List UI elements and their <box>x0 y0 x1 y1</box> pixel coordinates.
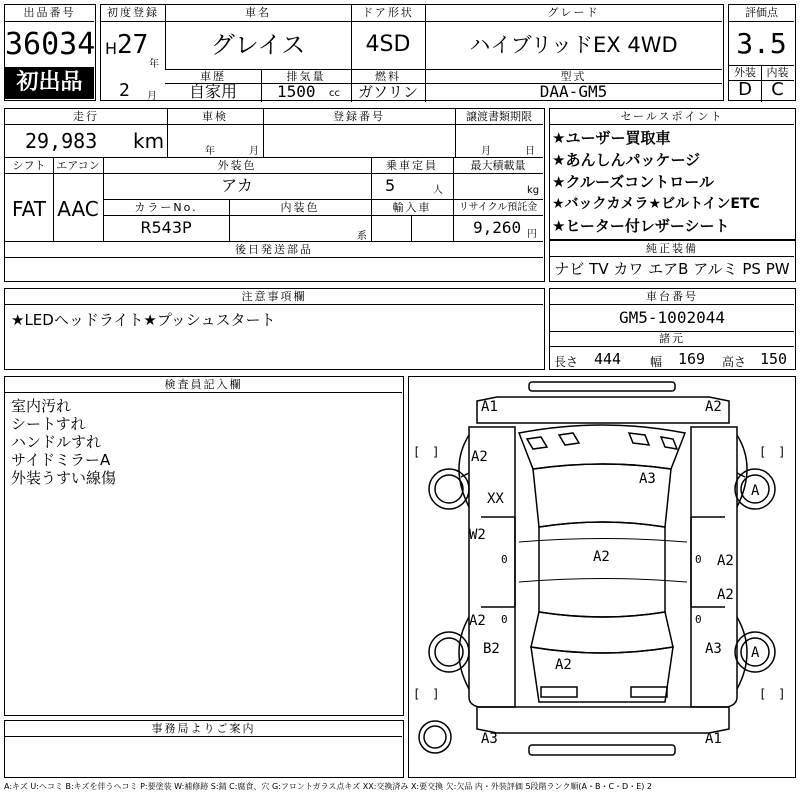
score-label: 評価点 <box>745 6 778 19</box>
bracket-right-top: [ ] <box>759 445 786 459</box>
lot-number-label: 出品番号 <box>23 6 76 19</box>
grade: ハイブリッドEX 4WD <box>469 33 678 57</box>
door-type: 4SD <box>365 32 411 57</box>
recycle-label: リサイクル預託金 <box>458 202 538 213</box>
chassis-number: GM5-1002044 <box>619 308 725 327</box>
registration-month: 2 <box>119 80 130 101</box>
mark-left-front-fender: A2 <box>471 449 488 465</box>
recycle-unit: 円 <box>527 229 537 240</box>
mark-left-front-door-sub: 0 <box>501 553 508 566</box>
mark-hood: A3 <box>639 471 656 487</box>
width-value: 169 <box>678 350 706 368</box>
history-label: 車歴 <box>200 70 226 83</box>
mark-rear-left: A3 <box>481 731 498 747</box>
vehicle-info-box <box>100 4 724 101</box>
sales-point-item: ★ユーザー買取車 <box>552 129 671 147</box>
mileage-unit: km <box>133 129 165 153</box>
recycle-value: 9,260 <box>473 218 522 237</box>
inspection-year-unit: 年 <box>205 146 215 157</box>
interior-label: 内装 <box>766 66 789 79</box>
vehicle-name: グレイス <box>210 31 306 59</box>
shift-value: FAT <box>11 197 46 221</box>
capacity-label: 乗車定員 <box>386 159 438 172</box>
registration-number-label: 登録番号 <box>333 110 385 123</box>
mark-right-front-door-sub: 0 <box>695 553 702 566</box>
inspector-line: 室内汚れ <box>11 397 72 415</box>
mark-front-right: A2 <box>705 399 722 415</box>
displacement-label: 排気量 <box>286 70 326 83</box>
exterior-color-label: 外装色 <box>217 159 257 172</box>
aircon-value: AAC <box>57 197 99 221</box>
car-outline <box>409 377 794 776</box>
mark-left-rear-door: A2 <box>469 613 486 629</box>
interior-score: C <box>771 79 784 100</box>
model-label: 型式 <box>560 70 587 83</box>
exterior-color: アカ <box>221 176 253 195</box>
inspector-box <box>4 376 404 716</box>
details-box <box>4 108 545 282</box>
inspection-label: 車検 <box>202 110 228 123</box>
score-box <box>728 4 796 101</box>
fuel: ガソリン <box>357 83 418 101</box>
lot-number: 36034 <box>5 27 96 62</box>
registration-year: 27 <box>117 30 149 60</box>
inspector-label: 検査員記入欄 <box>164 378 243 391</box>
notes-value: ★LEDヘッドライト★プッシュスタート <box>11 311 276 329</box>
mileage-label: 走行 <box>73 110 99 123</box>
max-load-label: 最大積載量 <box>470 159 526 172</box>
mark-left-front-fender-extra: XX <box>487 491 504 507</box>
dimensions-label: 諸元 <box>659 332 685 345</box>
height-value: 150 <box>760 350 788 368</box>
grade-label: グレード <box>547 6 600 19</box>
exterior-label: 外装 <box>734 66 756 79</box>
sales-points-label: セールスポイント <box>620 110 724 123</box>
inspection-month-unit: 月 <box>249 146 259 157</box>
transfer-month-unit: 月 <box>481 146 491 157</box>
length-value: 444 <box>594 350 622 368</box>
mark-right-rear-door-sub: 0 <box>695 613 702 626</box>
width-label: 幅 <box>650 355 663 369</box>
equipment-box <box>549 240 796 282</box>
registration-month-unit: 月 <box>147 91 157 102</box>
sales-point-item: ★クルーズコントロール <box>552 173 714 191</box>
door-label: ドア形状 <box>362 6 414 19</box>
mark-left-rear-fender: B2 <box>483 641 500 657</box>
sales-points-box <box>549 108 796 240</box>
inspector-line: シートすれ <box>11 415 86 433</box>
height-label: 高さ <box>722 355 747 369</box>
import-label: 輸入車 <box>392 201 432 214</box>
displacement: 1500 <box>277 82 316 101</box>
office-notice-label: 事務局よりご案内 <box>151 722 256 735</box>
mark-right-front-wheel: A <box>751 483 760 499</box>
car-diagram <box>408 376 796 778</box>
mark-right-rear-door: A2 <box>717 587 734 603</box>
inspector-line: ハンドルすれ <box>11 433 102 451</box>
chassis-label: 車台番号 <box>646 290 698 303</box>
mark-right-rear-wheel: A <box>751 645 760 661</box>
model: DAA-GM5 <box>539 82 608 101</box>
later-parts-label: 後日発送部品 <box>235 243 313 256</box>
mark-roof: A2 <box>593 549 610 565</box>
registration-label: 初度登録 <box>107 6 159 19</box>
bracket-left-top: [ ] <box>413 445 440 459</box>
capacity-value: 5 <box>385 176 396 195</box>
mark-right-rear-fender: A3 <box>705 641 722 657</box>
exterior-score: D <box>738 79 752 100</box>
color-no-label: カラーNo. <box>134 201 198 214</box>
transfer-day-unit: 日 <box>525 146 535 157</box>
damage-legend: A:キズ U:ヘコミ B:キズを伴うヘコミ P:要塗装 W:補修跡 S:錆 C:腐食、穴 G:フロントガラス点キズ XX:交換済み X:要交換 欠:欠品 内・外装評価 5段階ランク順(A・B・C・D・E) 2 <box>4 782 653 791</box>
length-label: 長さ <box>554 355 579 369</box>
aircon-label: エアコン <box>56 159 100 172</box>
interior-color-label: 内装色 <box>280 201 320 214</box>
mileage-value: 29,983 <box>25 129 98 153</box>
sales-point-item: ★あんしんパッケージ <box>552 151 701 169</box>
mark-rear-right: A1 <box>705 731 722 747</box>
mark-left-front-door: W2 <box>469 527 486 543</box>
bracket-left-bottom: [ ] <box>413 687 440 701</box>
registration-era: H <box>105 39 118 58</box>
sales-point-item: ★ヒーター付レザーシート <box>552 217 730 235</box>
first-listing-badge: 初出品 <box>5 67 94 99</box>
mark-left-rear-door-sub: 0 <box>501 613 508 626</box>
interior-color-suffix: 系 <box>357 231 367 242</box>
displacement-unit: cc <box>329 88 340 99</box>
lot-number-box <box>4 4 96 101</box>
color-no: R543P <box>140 218 192 237</box>
shift-label: シフト <box>12 159 46 172</box>
inspector-line: サイドミラーA <box>11 451 111 469</box>
notes-box <box>4 288 545 370</box>
chassis-box <box>549 288 796 370</box>
registration-year-unit: 年 <box>149 59 159 70</box>
max-load-unit: kg <box>527 185 540 196</box>
transfer-deadline-label: 譲渡書類期限 <box>466 110 532 123</box>
equipment-label: 純正装備 <box>646 242 698 255</box>
vehicle-history: 自家用 <box>188 82 237 101</box>
mark-front-left: A1 <box>481 399 498 415</box>
mark-right-front-door: A2 <box>717 553 734 569</box>
office-notice-box <box>4 720 404 778</box>
notes-label: 注意事項欄 <box>241 290 307 303</box>
equipment-value: ナビ TV カワ エアB アルミ PS PW <box>554 260 790 278</box>
mark-trunk: A2 <box>555 657 572 673</box>
score-value: 3.5 <box>736 27 787 60</box>
capacity-unit: 人 <box>433 185 443 196</box>
vehicle-name-label: 車名 <box>245 6 271 19</box>
bracket-right-bottom: [ ] <box>759 687 786 701</box>
fuel-label: 燃料 <box>375 70 401 83</box>
sales-point-item: ★バックカメラ★ビルトインETC <box>552 196 760 212</box>
inspector-line: 外装うすい線傷 <box>11 469 117 487</box>
